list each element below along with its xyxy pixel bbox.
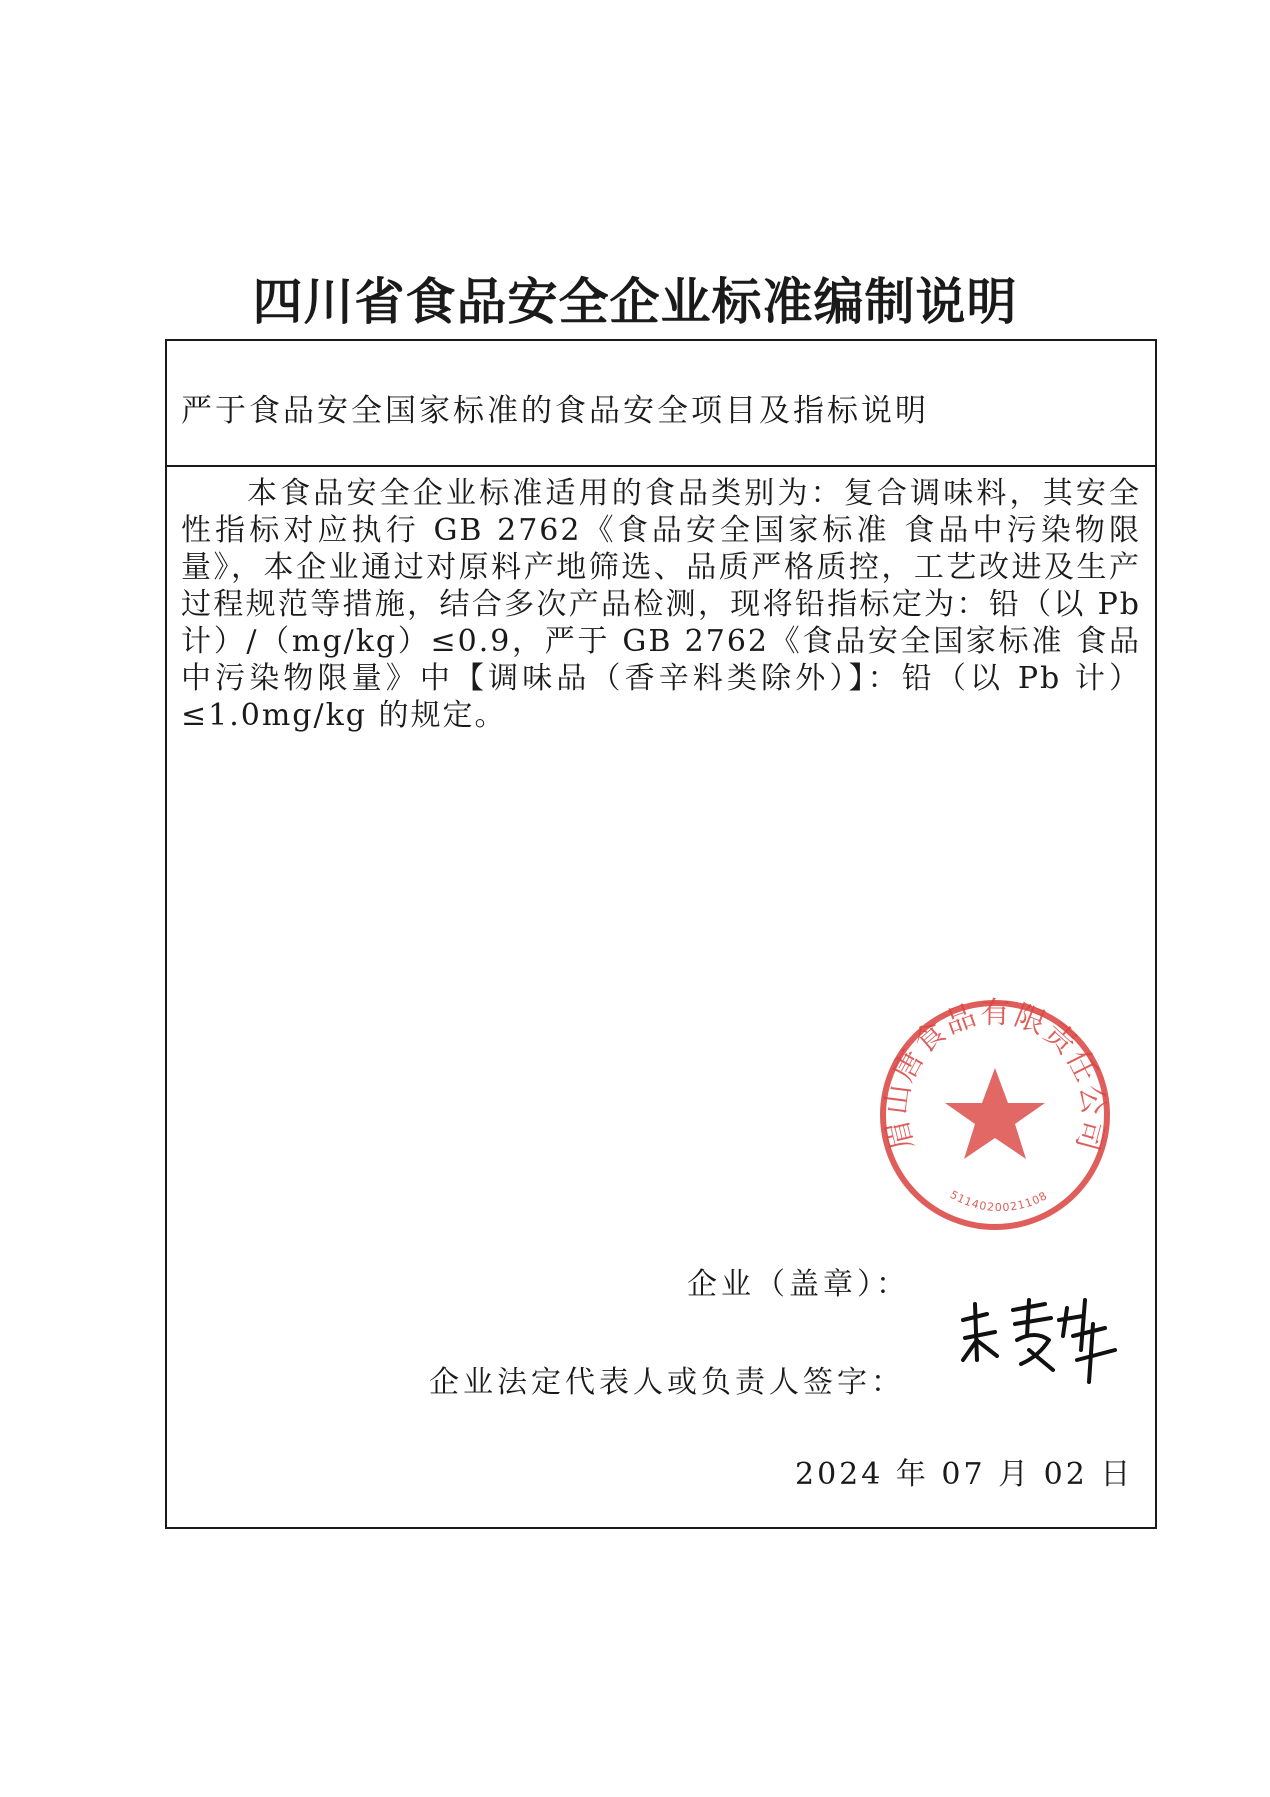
body-paragraph: 本食品安全企业标准适用的食品类别为：复合调味料，其安全性指标对应执行 GB 2762《食品安全国家标准 食品中污染物限量》，本企业通过对原料产地筛选、品质严格质控，工艺改进及生产过程规范等措施，结合多次产品检测，现将铅指标定为：铅（以 Pb 计）/（mg/kg）≤0.9，严于 GB 2762《食品安全国家标准 食品中污染物限量》中【调味品（香辛料类除外）】：铅（以 Pb 计）≤1.0mg/kg 的规定。 (181, 476, 1141, 733)
seal-code: 5114020021108 (947, 1188, 1050, 1215)
company-seal (870, 990, 1120, 1240)
signature-label: 企业法定代表人或负责人签字： (429, 1365, 905, 1400)
section-heading: 严于食品安全国家标准的食品安全项目及指标说明 (181, 393, 929, 429)
seal-arc-text: 眉山唐食品有限责任公司 (878, 995, 1112, 1157)
section-heading-row (167, 341, 1155, 467)
date: 2024 年 07 月 02 日 (795, 1457, 1134, 1492)
document-title: 四川省食品安全企业标准编制说明 (252, 273, 1018, 331)
seal-star-icon (945, 1068, 1045, 1159)
seal-label: 企业（盖章）： (687, 1267, 910, 1302)
handwritten-signature (955, 1290, 1125, 1390)
svg-text:5114020021108 (948, 1188, 1050, 1214)
